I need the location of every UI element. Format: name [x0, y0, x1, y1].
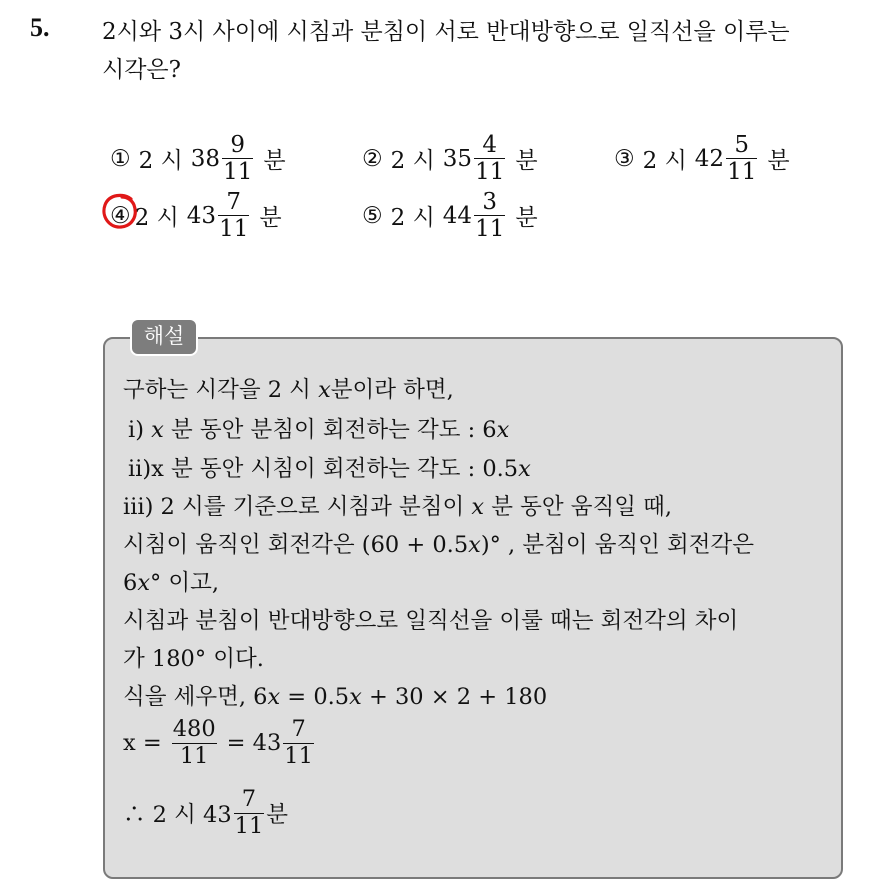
answer-fraction: $\frac{7}{11}$ — [234, 786, 264, 839]
option-2-hour: 2 시 — [390, 148, 435, 175]
solution-line-4: ⅲ) 2 시를 기준으로 시침과 분침이 x 분 동안 움직일 때, — [123, 494, 673, 520]
option-1[interactable] — [110, 133, 286, 184]
answer-unit: 분 — [266, 802, 289, 829]
solution-answer — [123, 788, 288, 838]
solution-line-6: 6x° 이고, — [123, 570, 220, 596]
option-4-mark: ④ — [110, 202, 131, 229]
answer-circle-mark — [100, 192, 140, 232]
option-4-unit: 분 — [259, 205, 282, 232]
option-2-unit: 분 — [515, 148, 538, 175]
solution-line-9: 식을 세우면, 6x = 0.5x + 30 × 2 + 180 — [123, 684, 548, 710]
option-1-mark: ① — [110, 145, 131, 172]
option-2-fraction: $\frac{4}{11}$ — [475, 132, 505, 186]
question-number: 5. — [30, 13, 50, 42]
option-3-mark: ③ — [614, 145, 635, 172]
solution-line-8: 가 180° 이다. — [123, 646, 264, 672]
question-text-line2: 시각은? — [102, 57, 181, 83]
answer-prefix: ∴ 2 시 43 — [123, 802, 232, 829]
option-4-hour: 2 시 — [134, 205, 179, 232]
option-2-whole: 35 — [442, 145, 473, 172]
x-lhs: x = — [123, 730, 162, 757]
option-5-unit: 분 — [515, 205, 538, 232]
option-1-fraction: $\frac{9}{11}$ — [223, 132, 253, 186]
solution-line-7: 시침과 분침이 반대방향으로 일직선을 이룰 때는 회전각의 차이 — [123, 608, 739, 634]
option-5[interactable] — [362, 190, 538, 241]
option-5-mark: ⑤ — [362, 202, 383, 229]
option-1-unit: 분 — [263, 148, 286, 175]
option-4-fraction: $\frac{7}{11}$ — [219, 189, 249, 243]
solution-line-1: 구하는 시각을 2 시 x분이라 하면, — [123, 377, 454, 403]
option-4-whole: 43 — [186, 202, 217, 229]
question-text-line1: 2시와 3시 사이에 시침과 분침이 서로 반대방향으로 일직선을 이루는 — [102, 19, 790, 45]
option-1-whole: 38 — [190, 145, 221, 172]
solution-line-2: ⅰ) x 분 동안 분침이 회전하는 각도 : 6x — [128, 417, 510, 443]
option-2-mark: ② — [362, 145, 383, 172]
solution-tag: 해설 — [130, 318, 198, 356]
option-5-fraction: $\frac{3}{11}$ — [475, 189, 505, 243]
option-3-fraction: $\frac{5}{11}$ — [727, 132, 757, 186]
x-fraction: $\frac{480}{11}$ — [172, 716, 216, 769]
option-3-unit: 분 — [767, 148, 790, 175]
option-3-whole: 42 — [694, 145, 725, 172]
x-mixed-fraction: $\frac{7}{11}$ — [284, 716, 313, 769]
option-5-whole: 44 — [442, 202, 473, 229]
solution-line-5: 시침이 움직인 회전각은 (60 + 0.5x)° , 분침이 움직인 회전각은 — [123, 532, 754, 558]
solution-line-10 — [123, 718, 316, 768]
x-eq: = 43 — [226, 730, 282, 757]
option-5-hour: 2 시 — [390, 205, 435, 232]
solution-line-3: ⅱ)x 분 동안 시침이 회전하는 각도 : 0.5x — [128, 456, 531, 482]
option-1-hour: 2 시 — [138, 148, 183, 175]
option-3[interactable] — [614, 133, 790, 184]
option-3-hour: 2 시 — [642, 148, 687, 175]
option-2[interactable] — [362, 133, 538, 184]
